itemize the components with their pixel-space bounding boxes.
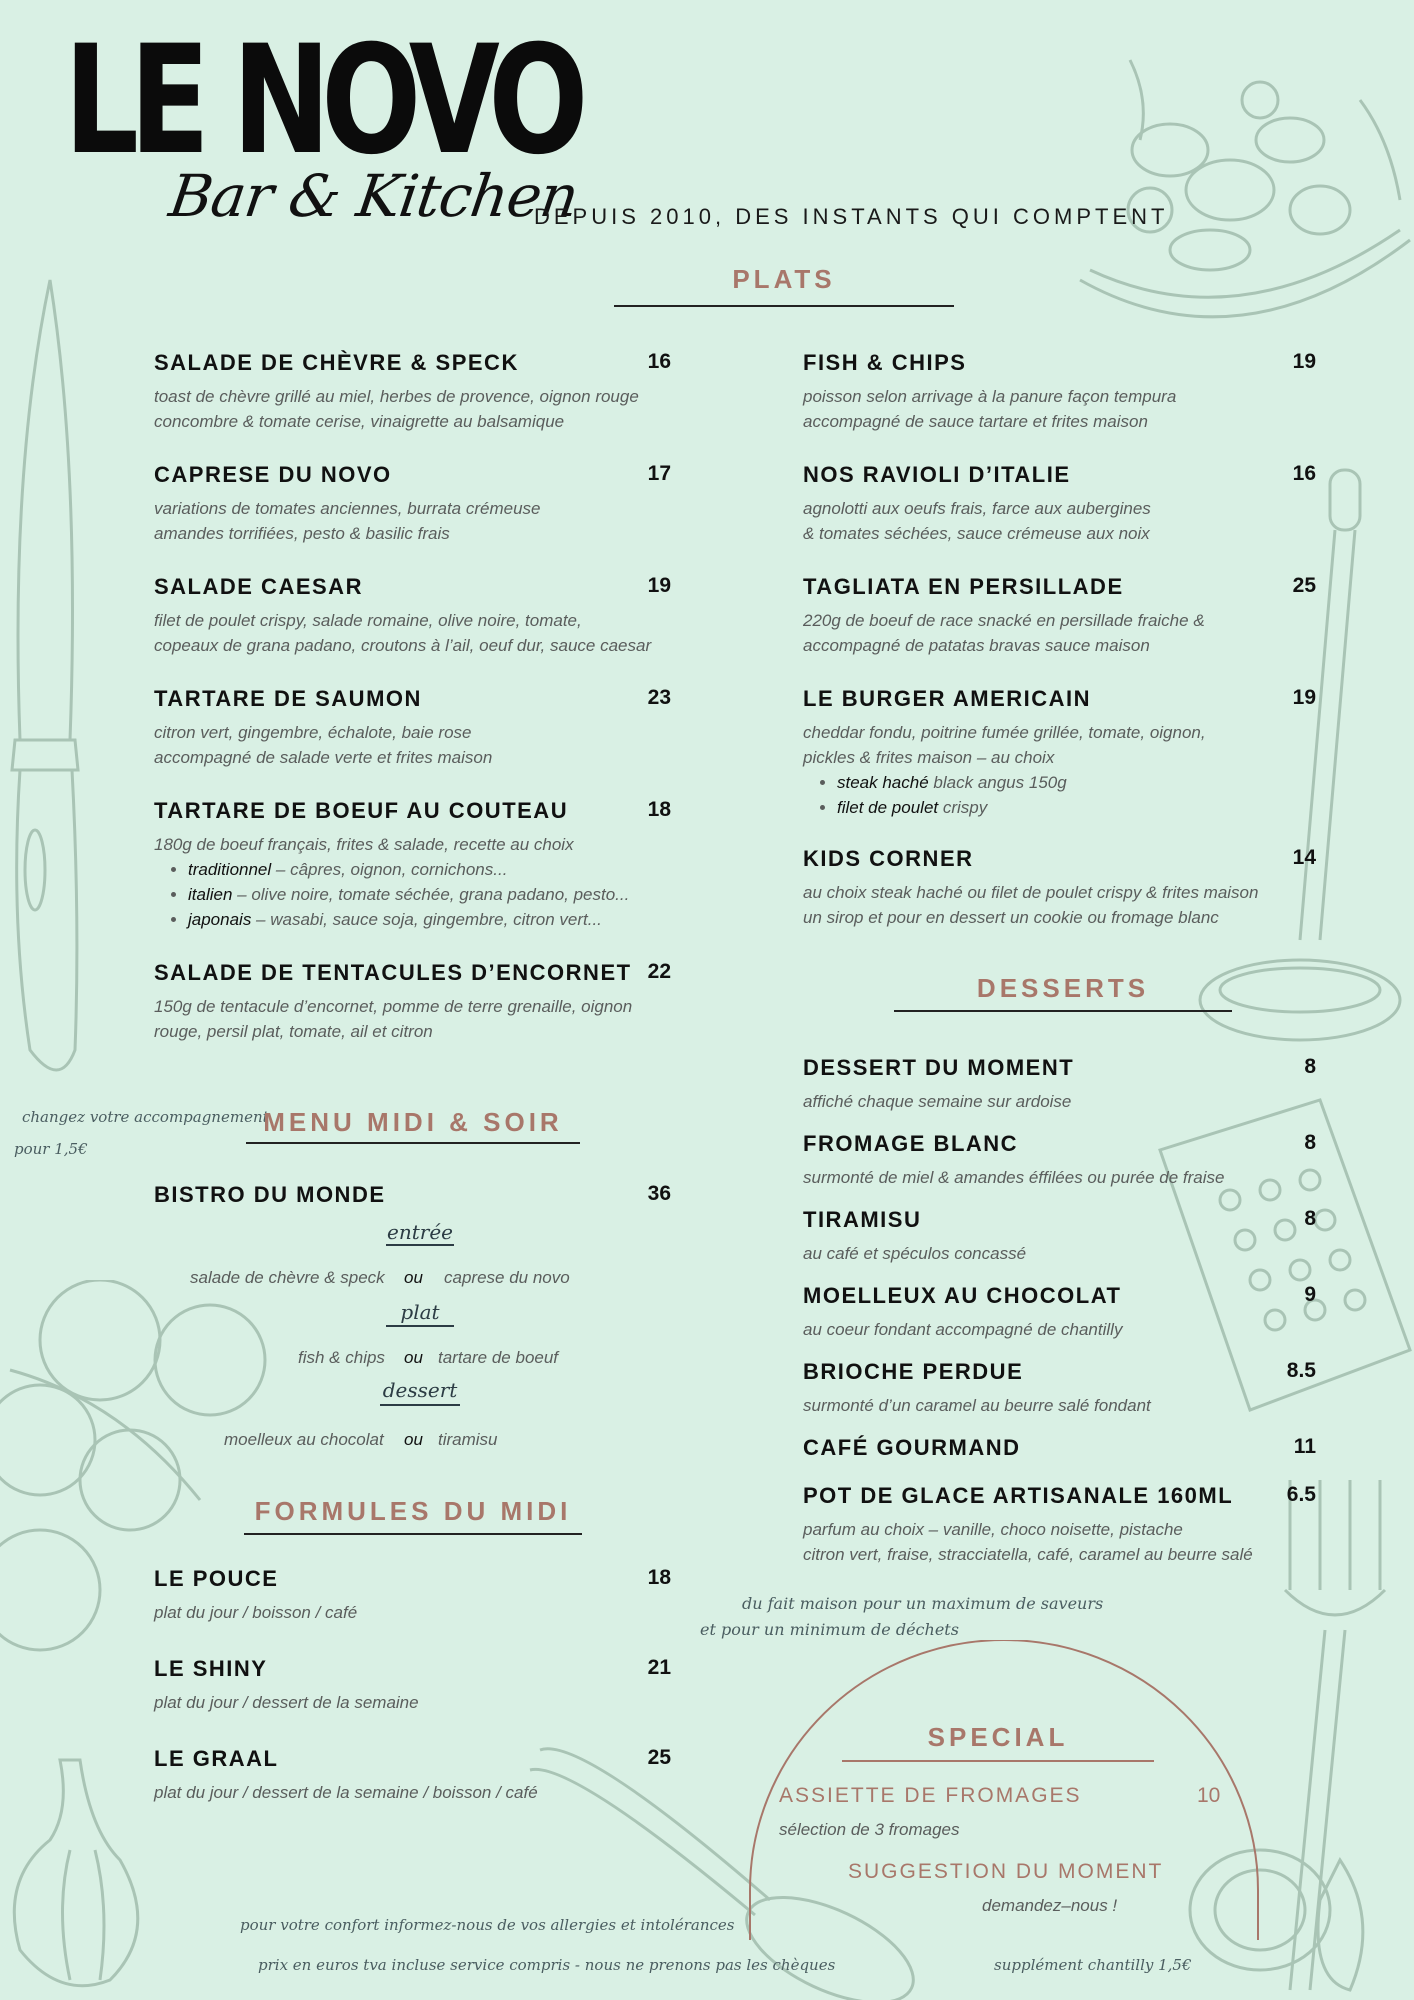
menu-item-name: TIRAMISU <box>803 1207 922 1232</box>
menu-item-name: TARTARE DE SAUMON <box>154 686 422 711</box>
menu-item-price: 19 <box>647 574 671 597</box>
description-line: accompagné de salade verte et frites maison <box>154 748 493 767</box>
menu-item-description <box>154 832 629 932</box>
knife-illustration <box>0 270 90 1090</box>
menu-item-name: MOELLEUX AU CHOCOLAT <box>803 1283 1122 1308</box>
option-list <box>803 770 1206 820</box>
menu-item-name: TARTARE DE BOEUF AU COUTEAU <box>154 798 569 823</box>
course-or: ou <box>404 1348 423 1367</box>
menu-name: BISTRO DU MONDE <box>154 1182 386 1207</box>
menu-item <box>154 960 671 1041</box>
section-rule-formules <box>244 1533 582 1535</box>
menu-item-description <box>154 608 651 658</box>
description-line: pickles & frites maison – au choix <box>803 748 1055 767</box>
description-line: parfum au choix – vanille, choco noisette, pistache <box>803 1520 1183 1539</box>
menu-item-name: FROMAGE BLANC <box>803 1131 1019 1156</box>
menu-item-name: POT DE GLACE ARTISANALE 160ML <box>803 1483 1234 1508</box>
menu-item-price: 23 <box>647 686 671 709</box>
course-rule-plat <box>386 1325 454 1327</box>
menu-item-name: FISH & CHIPS <box>803 350 967 375</box>
menu-item-price: 19 <box>1292 350 1316 373</box>
menu-item-price: 8 <box>1304 1055 1316 1078</box>
menu-item-name: KIDS CORNER <box>803 846 974 871</box>
menu-item-name: TAGLIATA EN PERSILLADE <box>803 574 1124 599</box>
description-line: 220g de boeuf de race snacké en persillade fraiche & <box>803 611 1205 630</box>
logo-subtitle: Bar & Kitchen <box>165 162 582 230</box>
footer-prices: prix en euros tva incluse service compris - nous ne prenons pas les chèques <box>258 1956 836 1974</box>
menu-item <box>803 1207 1316 1263</box>
menu-item-price: 9 <box>1304 1283 1316 1306</box>
menu-item <box>154 1566 671 1622</box>
menu-item-name: LE SHINY <box>154 1656 268 1681</box>
description-line: au café et spéculos concassé <box>803 1244 1027 1263</box>
option-item <box>837 795 1206 820</box>
section-rule-menu-midi <box>246 1142 580 1144</box>
description-line: citron vert, fraise, stracciatella, café, caramel au beurre salé <box>803 1545 1253 1564</box>
option-item <box>188 857 629 882</box>
menu-item-price: 8 <box>1304 1131 1316 1154</box>
menu-item <box>803 1435 1316 1465</box>
menu-item-description <box>803 1393 1151 1418</box>
menu-item-description <box>803 1317 1122 1342</box>
option-item <box>188 882 629 907</box>
menu-item-name: SALADE CAESAR <box>154 574 363 599</box>
special-item-price: 10 <box>1197 1784 1221 1807</box>
accompagnement-note: changez votre accompagnement <box>22 1108 269 1126</box>
description-line: accompagné de sauce tartare et frites maison <box>803 412 1148 431</box>
option-item <box>837 770 1206 795</box>
menu-item-description <box>803 496 1151 546</box>
course-choice: salade de chèvre & speck <box>190 1268 385 1287</box>
description-line: surmonté de miel & amandes éffilées ou purée de fraise <box>803 1168 1225 1187</box>
description-line: amandes torrifiées, pesto & basilic frais <box>154 524 450 543</box>
menu-item-name: CAFÉ GOURMAND <box>803 1435 1021 1460</box>
menu-item-description <box>154 1690 419 1715</box>
menu-item-price: 22 <box>647 960 671 983</box>
menu-item-price: 25 <box>1292 574 1316 597</box>
menu-item-description <box>803 384 1176 434</box>
description-line: surmonté d’un caramel au beurre salé fondant <box>803 1396 1151 1415</box>
description-line: concombre & tomate cerise, vinaigrette au balsamique <box>154 412 565 431</box>
fait-maison-note-2: et pour un minimum de déchets <box>700 1620 959 1639</box>
menu-item <box>154 350 671 431</box>
menu-item-description <box>803 1165 1224 1190</box>
menu-item-price: 18 <box>647 1566 671 1589</box>
menu-item <box>154 1656 671 1712</box>
fait-maison-note: du fait maison pour un maximum de saveurs <box>742 1594 1104 1613</box>
menu-item-price: 8.5 <box>1286 1359 1316 1382</box>
accompagnement-note-price: pour 1,5€ <box>14 1140 88 1158</box>
menu-item <box>803 1483 1316 1564</box>
description-line: accompagné de patatas bravas sauce maison <box>803 636 1150 655</box>
menu-item-name: DESSERT DU MOMENT <box>803 1055 1075 1080</box>
description-line: & tomates séchées, sauce crémeuse aux noix <box>803 524 1150 543</box>
description-line: copeaux de grana padano, croutons à l’ail, oeuf dur, sauce caesar <box>154 636 652 655</box>
menu-item-name: CAPRESE DU NOVO <box>154 462 392 487</box>
menu-item-name: SALADE DE TENTACULES D’ENCORNET <box>154 960 632 985</box>
option-item <box>188 907 629 932</box>
menu-item-description <box>803 720 1206 820</box>
course-choice: caprese du novo <box>444 1268 570 1287</box>
menu-item <box>803 350 1316 431</box>
menu-item <box>154 1746 671 1802</box>
course-rule-entree <box>386 1244 454 1246</box>
menu-item-description <box>154 384 639 434</box>
menu-item <box>803 574 1316 655</box>
description-line: citron vert, gingembre, échalote, baie rose <box>154 723 472 742</box>
menu-item <box>154 462 671 543</box>
garlic-illustration <box>0 1750 170 2000</box>
course-or: ou <box>404 1430 423 1449</box>
menu-item-description <box>154 994 632 1044</box>
course-or: ou <box>404 1268 423 1287</box>
menu-item-description <box>154 720 492 770</box>
menu-item-description <box>803 608 1205 658</box>
option-key: filet de poulet <box>837 798 939 817</box>
menu-item-price: 16 <box>1292 462 1316 485</box>
option-text: black angus 150g <box>928 773 1067 792</box>
description-line: plat du jour / dessert de la semaine / boisson / café <box>154 1783 538 1802</box>
menu-item-description <box>803 880 1258 930</box>
footer-allergies: pour votre confort informez-nous de vos allergies et intolérances <box>240 1916 735 1934</box>
section-heading-menu-midi: MENU MIDI & SOIR <box>263 1107 563 1137</box>
menu-item-name: LE BURGER AMERICAIN <box>803 686 1092 711</box>
menu-item-price: 25 <box>647 1746 671 1769</box>
menu-item <box>803 1131 1316 1187</box>
option-key: italien <box>188 885 233 904</box>
course-choice: tiramisu <box>438 1430 498 1449</box>
menu-item-description <box>154 496 540 546</box>
course-label-plat: plat <box>400 1300 440 1324</box>
menu-item <box>154 574 671 655</box>
menu-item <box>803 846 1316 927</box>
description-line: variations de tomates anciennes, burrata crémeuse <box>154 499 541 518</box>
menu-item-description <box>803 1089 1071 1114</box>
option-text: – câpres, oignon, cornichons... <box>271 860 508 879</box>
section-heading-formules: FORMULES DU MIDI <box>254 1496 572 1526</box>
footer-chantilly: supplément chantilly 1,5€ <box>994 1956 1192 1974</box>
description-line: 150g de tentacule d’encornet, pomme de terre grenaille, oignon <box>154 997 633 1016</box>
menu-item-description <box>803 1241 1026 1266</box>
menu-item-price: 21 <box>647 1656 671 1679</box>
menu-item-price: 6.5 <box>1286 1483 1316 1506</box>
section-heading-special: SPECIAL <box>927 1722 1069 1752</box>
menu-item-name: NOS RAVIOLI D’ITALIE <box>803 462 1071 487</box>
logo-le-novo <box>64 30 584 170</box>
special-item-desc: sélection de 3 fromages <box>779 1820 960 1839</box>
menu-item-name: SALADE DE CHÈVRE & SPECK <box>154 350 519 375</box>
menu-item-name: BRIOCHE PERDUE <box>803 1359 1024 1384</box>
special-item-name: ASSIETTE DE FROMAGES <box>779 1784 1082 1807</box>
course-choice: tartare de boeuf <box>438 1348 559 1367</box>
menu-item-price: 11 <box>1293 1435 1316 1458</box>
menu-bistro-du-monde <box>154 1182 671 1212</box>
menu-item-price: 18 <box>647 798 671 821</box>
menu-item-price: 8 <box>1304 1207 1316 1230</box>
special-suggestion-desc: demandez–nous ! <box>982 1896 1118 1915</box>
menu-item-name: LE GRAAL <box>154 1746 279 1771</box>
option-text: crispy <box>938 798 988 817</box>
menu-item-name: LE POUCE <box>154 1566 279 1591</box>
option-key: traditionnel <box>188 860 272 879</box>
menu-item-description <box>154 1780 538 1805</box>
menu-item-price: 14 <box>1292 846 1316 869</box>
option-key: japonais <box>188 910 252 929</box>
menu-item-price: 19 <box>1292 686 1316 709</box>
description-line: rouge, persil plat, tomate, ail et citron <box>154 1022 433 1041</box>
section-rule-plats <box>614 305 954 307</box>
course-label-dessert: dessert <box>382 1378 458 1402</box>
description-line: poisson selon arrivage à la panure façon tempura <box>803 387 1177 406</box>
menu-item <box>154 686 671 767</box>
description-line: au choix steak haché ou filet de poulet crispy & frites maison <box>803 883 1259 902</box>
menu-item <box>803 1055 1316 1111</box>
menu-item <box>154 798 671 929</box>
menu-item-description <box>154 1600 357 1625</box>
special-suggestion-name: SUGGESTION DU MOMENT <box>848 1860 1164 1883</box>
description-line: plat du jour / dessert de la semaine <box>154 1693 419 1712</box>
menu-item <box>803 1359 1316 1415</box>
course-choice: moelleux au chocolat <box>224 1430 384 1449</box>
section-heading-desserts: DESSERTS <box>976 973 1150 1003</box>
description-line: agnolotti aux oeufs frais, farce aux aubergines <box>803 499 1151 518</box>
option-text: – olive noire, tomate séchée, grana padano, pesto... <box>232 885 630 904</box>
course-choice: fish & chips <box>298 1348 385 1367</box>
menu-item-price: 16 <box>647 350 671 373</box>
description-line: filet de poulet crispy, salade romaine, olive noire, tomate, <box>154 611 582 630</box>
menu-item <box>803 686 1316 817</box>
description-line: 180g de boeuf français, frites & salade, recette au choix <box>154 835 574 854</box>
description-line: cheddar fondu, poitrine fumée grillée, tomate, oignon, <box>803 723 1206 742</box>
description-line: affiché chaque semaine sur ardoise <box>803 1092 1072 1111</box>
menu-item <box>803 462 1316 543</box>
description-line: plat du jour / boisson / café <box>154 1603 358 1622</box>
salad-bowl-illustration <box>1060 40 1414 350</box>
section-rule-desserts <box>894 1010 1232 1012</box>
description-line: un sirop et pour en dessert un cookie ou fromage blanc <box>803 908 1219 927</box>
description-line: toast de chèvre grillé au miel, herbes de provence, oignon rouge <box>154 387 639 406</box>
tagline: DEPUIS 2010, DES INSTANTS QUI COMPTENT <box>534 204 1169 229</box>
menu-item-description <box>803 1517 1253 1567</box>
section-heading-plats: PLATS <box>732 264 836 294</box>
menu-price: 36 <box>647 1182 671 1205</box>
option-list <box>154 857 629 932</box>
svg-text:LE NOVO: LE NOVO <box>64 30 583 170</box>
course-label-entree: entrée <box>387 1220 453 1244</box>
menu-item <box>803 1283 1316 1339</box>
option-text: – wasabi, sauce soja, gingembre, citron vert... <box>251 910 602 929</box>
course-rule-dessert <box>380 1404 460 1406</box>
section-rule-special <box>842 1760 1154 1762</box>
option-key: steak haché <box>837 773 929 792</box>
description-line: au coeur fondant accompagné de chantilly <box>803 1320 1123 1339</box>
menu-item-price: 17 <box>647 462 671 485</box>
